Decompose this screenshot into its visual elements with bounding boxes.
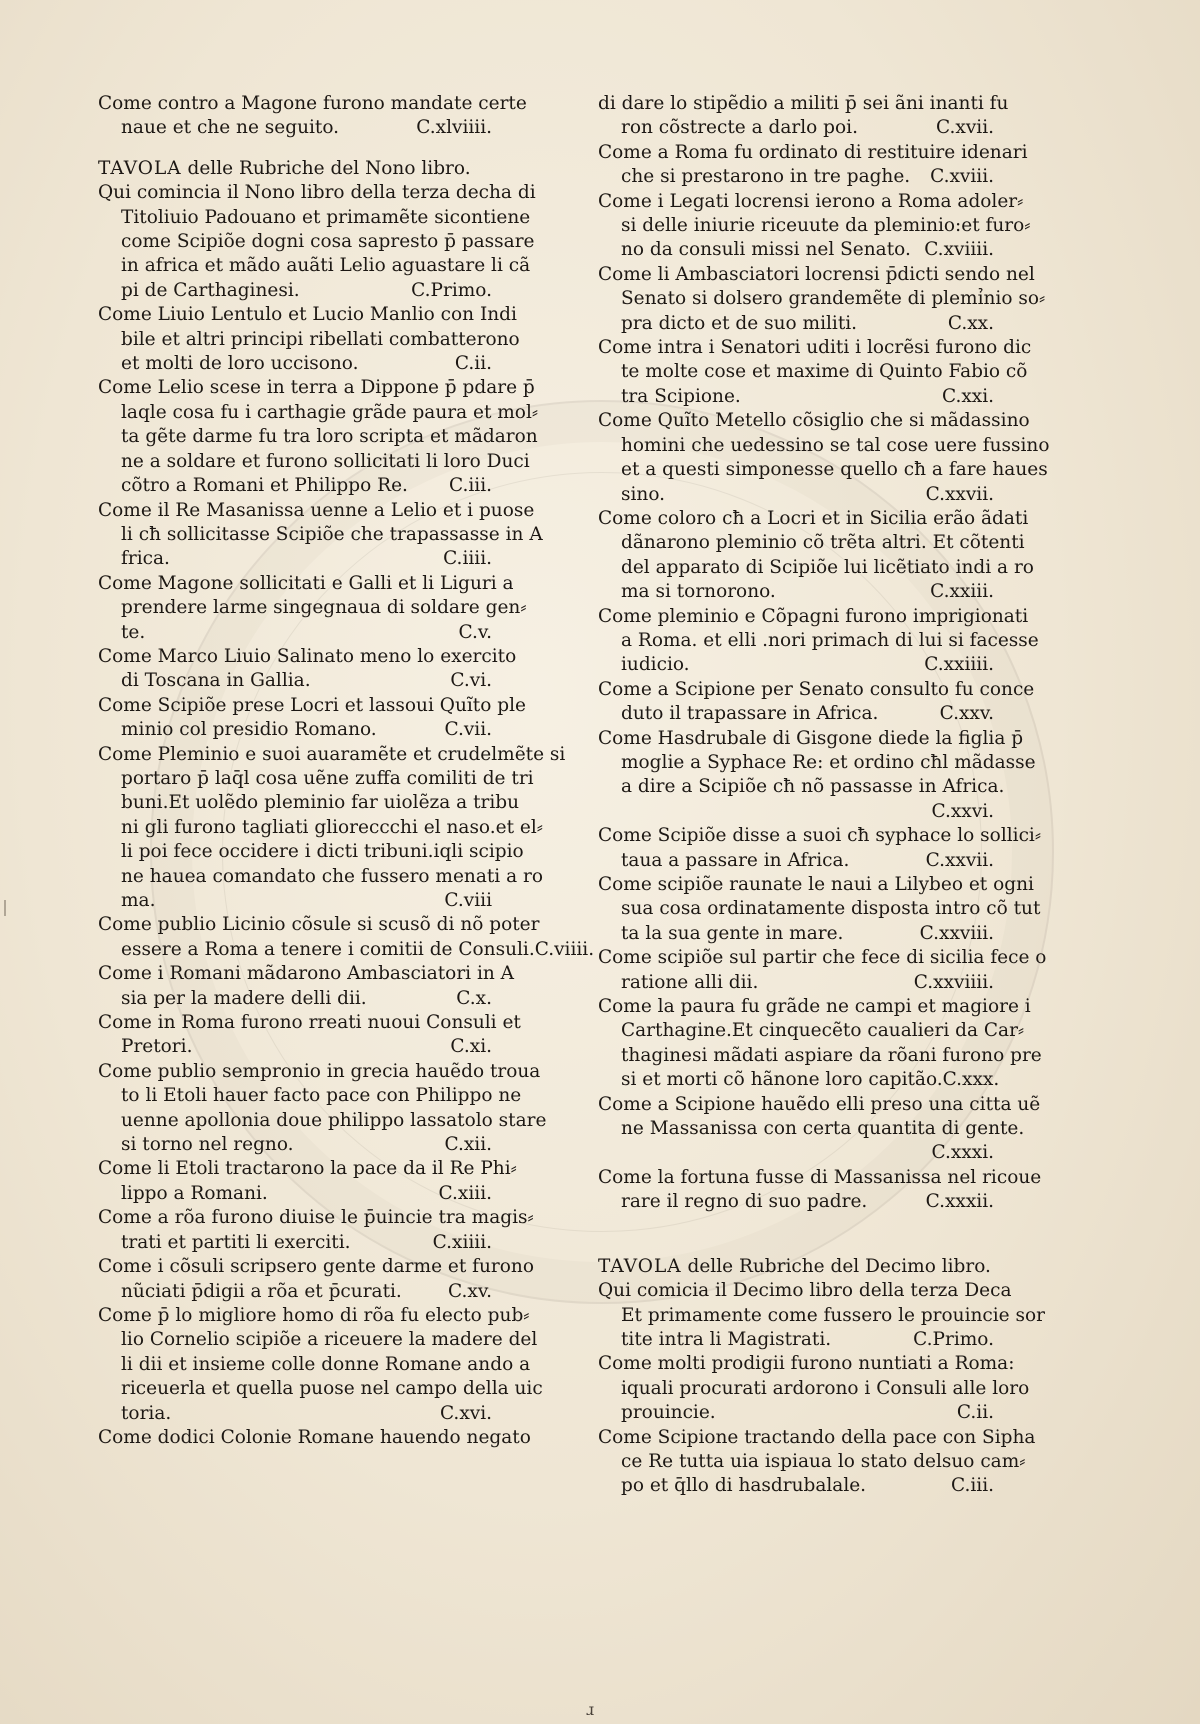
chapter-number: C.xxiiii. [924, 654, 994, 676]
rubric-line: no da consuli missi nel Senato. [621, 239, 911, 261]
rubric-line: Come scipiõe raunate le naui a Lilybeo et ogni [598, 874, 1034, 895]
rubric-entry [98, 376, 539, 498]
rubric-entry [598, 1352, 1030, 1425]
rubric-line: Come pleminio e Cõpagni furono imprigionati [598, 605, 1029, 627]
rubric-line: in africa et mãdo auãti Lelio aguastare li cã [121, 255, 531, 277]
rubric-line: Carthagine.Et cinquecẽto caualieri da Car⸗ [621, 1020, 1025, 1042]
rubric-entry [598, 605, 1039, 678]
rubric-line: Come a rõa furono diuise le p̄uincie tra magis⸗ [98, 1207, 534, 1229]
rubric-line: iudicio. [621, 654, 690, 676]
rubric-line: lippo a Romani. [121, 1182, 268, 1204]
rubric-line: prouincie. [621, 1402, 716, 1424]
rubric-line: essere a Roma a tenere i comitii de Consuli. [121, 938, 535, 960]
chapter-number: C.xxviiii. [913, 971, 994, 993]
chapter-number: C.Primo. [913, 1328, 994, 1350]
rubric-line: Titoliuio Padouano et primamẽte sicontiene [121, 206, 531, 228]
rubric-line: Come li Ambasciatori locrensi p̄dicti sendo nel [598, 263, 1035, 285]
chapter-number: C.xxiii. [930, 581, 994, 603]
rubric-entry [98, 92, 527, 141]
rubric-line: Come Pleminio e suoi auaramẽte et crudelmẽte si [98, 743, 566, 765]
rubric-line: del apparato di Scipiõe lui licẽtiato indi a ro [621, 556, 1034, 578]
rubric-line: Come contro a Magone furono mandate certe [98, 93, 527, 114]
rubric-line: Come il Re Masanissa uenne a Lelio et i puose [98, 499, 535, 521]
rubric-line: Come Quĩto Metello cõsiglio che si mãdassino [598, 410, 1030, 432]
chapter-number: C.iiii. [443, 548, 492, 570]
chapter-number: C.xiii. [438, 1182, 492, 1204]
rubric-entry [98, 181, 536, 303]
rubric-line: Come Magone sollicitati e Galli et li Liguri a [98, 572, 514, 594]
rubric-line: ni gli furono tagliati glioreccchi el naso.et el⸗ [121, 816, 543, 838]
rubric-line: Come i Legati locrensi ierono a Roma adoler⸗ [598, 190, 1024, 212]
chapter-number: C.x. [456, 987, 492, 1009]
section-title-text: delle Rubriche del Decimo libro. [681, 1255, 991, 1277]
section-title-cap: TAVOLA [598, 1255, 682, 1277]
chapter-number: C.iii. [448, 475, 492, 497]
chapter-number: C.viiii. [534, 938, 595, 960]
rubric-line: Come in Roma furono rreati nuoui Consuli et [98, 1012, 521, 1034]
rubric-line: Come dodici Colonie Romane hauendo negato [98, 1426, 531, 1448]
rubric-line: Come Hasdrubale di Gisgone diede la figlia p̄ [598, 727, 1024, 749]
chapter-number: C.xvi. [439, 1402, 492, 1424]
rubric-line: Come Marco Liuio Salinato meno lo exercito [98, 645, 517, 667]
rubric-line: Come a Scipione hauẽdo elli preso una citta uẽ [598, 1093, 1041, 1115]
rubric-line: ma si tornorono. [621, 581, 776, 603]
chapter-number: C.xxv. [939, 703, 994, 725]
rubric-line: Come Lelio scese in terra a Dippone p̄ pdare p̄ [98, 377, 535, 399]
rubric-entry [98, 1426, 531, 1450]
rubric-line: Come Scipiõe prese Locri et lassoui Quĩto ple [98, 694, 526, 716]
rubric-entry [598, 92, 1009, 141]
rubric-line: ron cõstrecte a darlo poi. [621, 117, 858, 139]
rubric-line: naue et che ne seguito. [121, 117, 340, 139]
rubric-entry [98, 1011, 521, 1060]
rubric-line: pi de Carthaginesi. [121, 279, 300, 301]
rubric-line: a Roma. et elli .nori primach di lui si facesse [621, 629, 1039, 651]
rubric-line: si torno nel regno. [121, 1134, 294, 1156]
section-title-text: delle Rubriche del Nono libro. [181, 157, 471, 179]
rubric-entry [598, 1166, 1042, 1215]
rubric-line: Come a Scipione per Senato consulto fu conce [598, 678, 1035, 700]
rubric-line: ne hauea comandato che fussero menati a ro [121, 865, 543, 887]
rubric-line: Come la fortuna fusse di Massanissa nel ricoue [598, 1166, 1042, 1188]
rubric-line: thaginesi mãdati aspiare da rõani furono pre [621, 1044, 1042, 1066]
chapter-number: C.xxvii. [925, 483, 994, 505]
rubric-line: si delle iniurie riceuute da pleminio:et furo⸗ [621, 215, 1031, 237]
rubric-line: portaro p̄ laq̄l cosa uẽne zuffa comiliti de tri [121, 767, 534, 789]
chapter-number: C.xxxi. [931, 1142, 994, 1164]
rubric-line: Come Scipiõe disse a suoi cħ syphace lo sollici⸗ [598, 825, 1042, 847]
rubric-line: riceuerla et quella puose nel campo della uic [121, 1378, 543, 1400]
rubric-line: cõtro a Romani et Philippo Re. [121, 475, 408, 497]
chapter-number: C.xxvi. [931, 800, 994, 822]
rubric-line: trati et partiti li exerciti. [121, 1231, 351, 1253]
chapter-number: C.xvii. [936, 117, 994, 139]
rubric-line: Senato si dolsero grandemẽte di plemỉnio so⸗ [621, 288, 1046, 310]
chapter-number: C.iii. [950, 1475, 994, 1497]
rubric-line: bile et altri principi ribellati combatterono [121, 328, 520, 350]
rubric-line: nũciati p̄digii a rõa et p̄curati. [121, 1280, 402, 1302]
section-title [98, 157, 496, 181]
rubric-entry [598, 190, 1031, 263]
chapter-number: C.xiiii. [432, 1231, 492, 1253]
rubric-line: lio Cornelio scipiõe a riceuere la madere del [121, 1329, 538, 1351]
rubric-line: Come publio sempronio in grecia hauẽdo troua [98, 1060, 541, 1082]
rubric-line: tite intra li Magistrati. [621, 1328, 832, 1350]
chapter-number: C.v. [458, 621, 492, 643]
bottom-mark: ɹ [586, 1700, 595, 1719]
rubric-entry [98, 1255, 534, 1304]
chapter-number: C.vi. [450, 670, 492, 692]
rubric-line: ratione alli dii. [621, 971, 759, 993]
rubric-entry [598, 1279, 1045, 1352]
rubric-line: sia per la madere delli dii. [121, 987, 367, 1009]
rubric-entry [598, 873, 1041, 946]
rubric-line: Qui comicia il Decimo libro della terza Deca [598, 1280, 1012, 1302]
rubric-line: Come p̄ lo migliore homo di rõa fu electo pub⸗ [98, 1304, 530, 1326]
rubric-line: ce Re tutta uia ispiaua lo stato delsuo cam⸗ [621, 1450, 1026, 1472]
chapter-number: C.xxvii. [925, 849, 994, 871]
chapter-number: C.xviii. [930, 166, 994, 188]
left-column [98, 92, 595, 1450]
rubric-line: Come molti prodigii furono nuntiati a Roma: [598, 1353, 1015, 1375]
chapter-number: C.xxx. [942, 1069, 1000, 1091]
rubric-line: iquali procurati ardorono i Consuli alle loro [621, 1377, 1030, 1399]
rubric-line: ma. [121, 890, 156, 911]
chapter-number: C.xi. [450, 1036, 492, 1058]
rubric-line: Come Liuio Lentulo et Lucio Manlio con Indi [98, 304, 517, 326]
rubric-line: li dii et insieme colle donne Romane ando a [121, 1353, 531, 1375]
rubric-entry [598, 995, 1042, 1093]
rubric-entry [598, 336, 1032, 409]
rubric-line: come Scipiõe dogni cosa sapresto p̄ passare [121, 231, 535, 253]
rubric-line: Come la paura fu grãde ne campi et magiore i [598, 996, 1031, 1018]
rubric-entry [598, 507, 1034, 605]
rubric-entry [98, 303, 520, 376]
rubric-line: po et q̄llo di hasdrubalale. [621, 1475, 867, 1497]
rubric-line: ta gẽte darme fu tra loro scripta et mãdaron [121, 426, 538, 448]
chapter-number: C.ii. [454, 353, 492, 375]
rubric-line: che si prestarono in tre paghe. [621, 166, 911, 188]
rubric-line: et molti de loro uccisono. [121, 353, 359, 375]
rubric-line: tra Scipione. [621, 385, 741, 407]
rubric-entry [98, 1060, 547, 1158]
right-column [598, 92, 1050, 1499]
rubric-line: Come i cõsuli scripsero gente darme et furono [98, 1256, 534, 1278]
rubric-line: rare il regno di suo padre. [621, 1191, 868, 1213]
rubric-entry [598, 141, 1028, 190]
rubric-line: Come coloro cħ a Locri et in Sicilia erão ãdati [598, 507, 1029, 529]
rubric-line: te. [121, 621, 146, 643]
rubric-line: li cħ sollicitasse Scipiõe che trapassasse in A [121, 523, 543, 545]
rubric-line: sua cosa ordinatamente disposta intro cõ tut [621, 898, 1041, 920]
section-title [598, 1255, 998, 1279]
rubric-entry [98, 1206, 534, 1255]
rubric-entry [98, 1304, 543, 1426]
rubric-line: moglie a Syphace Re: et ordino cħl mãdasse [621, 751, 1036, 773]
rubric-line: ta la sua gente in mare. [621, 922, 844, 944]
rubric-line: sino. [621, 483, 666, 505]
chapter-number: C.viii [444, 890, 492, 911]
rubric-entry [98, 499, 543, 572]
rubric-line: a dire a Scipiõe cħ nõ passasse in Africa. [621, 776, 1005, 798]
rubric-line: li poi fece occidere i dicti tribuni.iqli scipio [121, 841, 524, 863]
rubric-line: Qui comincia il Nono libro della terza decha di [98, 182, 536, 204]
rubric-line: Et primamente come fussero le prouincie sor [621, 1304, 1045, 1326]
rubric-entry [98, 962, 515, 1011]
rubric-line: buni.Et uolẽdo pleminio far uiolẽza a tribu [121, 792, 520, 814]
chapter-number: C.vii. [444, 719, 492, 741]
rubric-entry [598, 727, 1036, 825]
rubric-entry [598, 678, 1035, 727]
rubric-line: ne a soldare et furono sollicitati li loro Duci [121, 450, 530, 472]
rubric-entry [598, 824, 1042, 873]
rubric-line: Come a Roma fu ordinato di restituire idenari [598, 141, 1028, 163]
rubric-line: Come i Romani mãdarono Ambasciatori in A [98, 963, 515, 985]
rubric-line: toria. [121, 1402, 172, 1424]
rubric-line: prendere larme singegnaua di soldare gen⸗ [121, 597, 527, 619]
rubric-line: duto il trapassare in Africa. [621, 703, 879, 725]
rubric-line: Pretori. [121, 1036, 193, 1058]
chapter-number: C.xxviii. [919, 922, 994, 944]
rubric-entry [98, 645, 517, 694]
rubric-entry [598, 263, 1046, 336]
rubric-entry [598, 409, 1050, 507]
rubric-entry [98, 743, 566, 914]
rubric-entry [98, 913, 595, 962]
rubric-line: uenne apollonia doue philippo lassatolo stare [121, 1109, 547, 1131]
rubric-entry [598, 1426, 1036, 1499]
rubric-line: Come scipiõe sul partir che fece di sicilia fece o [598, 947, 1047, 969]
rubric-line: di Toscana in Gallia. [121, 670, 311, 692]
rubric-line: taua a passare in Africa. [621, 849, 850, 871]
rubric-line: homini che uedessino se tal cose uere fussino [621, 434, 1050, 456]
section-title-cap: TAVOLA [98, 157, 182, 179]
rubric-line: si et morti cõ hãnone loro capitão. [621, 1069, 943, 1091]
chapter-number: C.Primo. [411, 279, 492, 301]
rubric-line: di dare lo stipẽdio a militi p̄ sei ãni inanti fu [598, 93, 1009, 114]
rubric-entry [598, 946, 1047, 995]
rubric-entry [98, 1157, 517, 1206]
chapter-number: C.xviiii. [924, 239, 994, 261]
rubric-entry [98, 694, 526, 743]
rubric-entry [98, 572, 527, 645]
rubric-line: laqle cosa fu i carthagie grãde paura et mol⸗ [121, 401, 539, 423]
rubric-line: dãnarono pleminio cõ trẽta altri. Et cõtenti [621, 532, 1025, 554]
rubric-line: et a questi simponesse quello cħ a fare haues [621, 459, 1048, 481]
chapter-number: C.xxxii. [925, 1191, 994, 1213]
chapter-number: C.xxi. [941, 385, 994, 407]
chapter-number: C.xv. [448, 1280, 492, 1302]
chapter-number: C.xii. [444, 1134, 492, 1156]
rubric-line: Come intra i Senatori uditi i locrẽsi furono dic [598, 337, 1032, 359]
chapter-number: C.ii. [956, 1402, 994, 1424]
rubric-line: to li Etoli hauer facto pace con Philippo ne [121, 1085, 522, 1107]
rubric-line: Come Scipione tractando della pace con Sipha [598, 1426, 1036, 1448]
edge-mark [4, 900, 6, 916]
rubric-line: pra dicto et de suo militi. [621, 312, 858, 334]
chapter-number: C.xlviiii. [416, 117, 492, 139]
rubric-line: minio col presidio Romano. [121, 719, 377, 741]
rubric-line: Come li Etoli tractarono la pace da il Re Phi⸗ [98, 1158, 517, 1180]
rubric-line: ne Massanissa con certa quantita di gente. [621, 1118, 1025, 1140]
rubric-line: te molte cose et maxime di Quinto Fabio cõ [621, 361, 1028, 383]
chapter-number: C.xx. [947, 312, 994, 334]
rubric-line: frica. [121, 548, 170, 570]
rubric-entry [598, 1093, 1041, 1166]
rubric-line: Come publio Licinio cõsule si scusõ di nõ poter [98, 914, 540, 936]
